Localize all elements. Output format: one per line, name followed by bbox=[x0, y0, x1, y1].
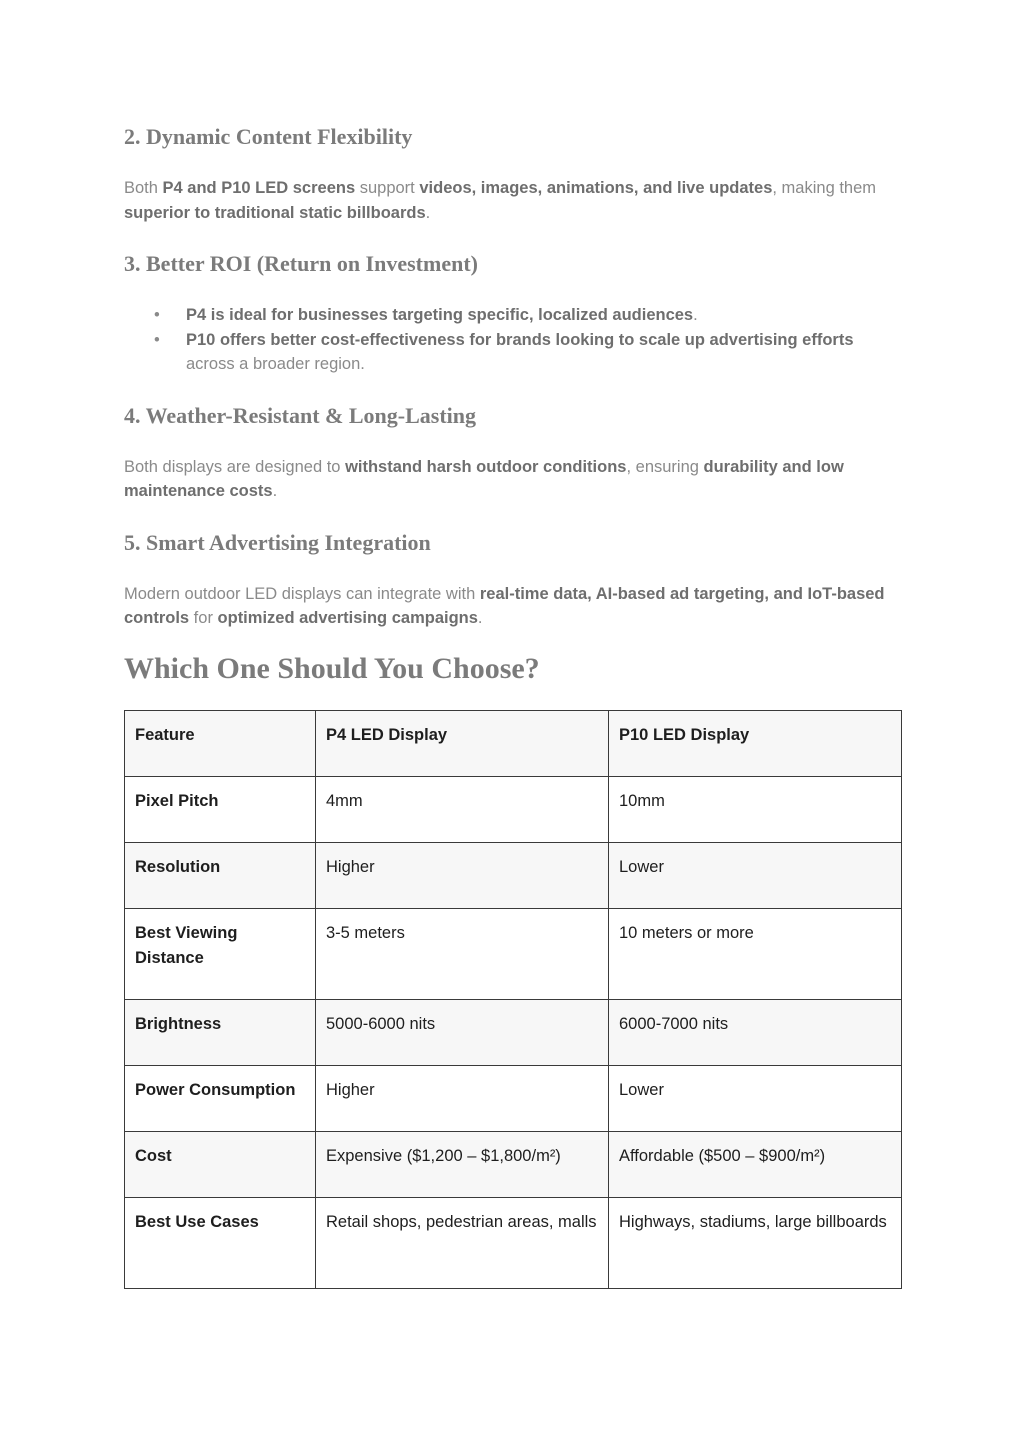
list-item: • P4 is ideal for businesses targeting specific, localized audiences. bbox=[124, 303, 901, 328]
header-cell: Feature bbox=[125, 710, 316, 776]
table-cell: 4mm bbox=[316, 776, 609, 842]
table-row bbox=[125, 1065, 902, 1131]
table-cell: Best Use Cases bbox=[125, 1197, 316, 1288]
table-cell: Expensive ($1,200 – $1,800/m²) bbox=[316, 1131, 609, 1197]
paragraph-dynamic-content: Both P4 and P10 LED screens support videos, images, animations, and live updates, making them superior to traditional static billboards. bbox=[124, 179, 877, 222]
table-row bbox=[125, 999, 902, 1065]
heading-which-one: Which One Should You Choose? bbox=[124, 651, 540, 685]
table-cell: Lower bbox=[609, 842, 902, 908]
roi-bullet-list bbox=[124, 303, 901, 377]
paragraph-weather-resistant: Both displays are designed to withstand harsh outdoor conditions, ensuring durability and low maintenance costs. bbox=[124, 457, 844, 500]
header-cell: P4 LED Display bbox=[316, 710, 609, 776]
table-cell: Best Viewing Distance bbox=[125, 908, 316, 999]
table-cell: 10mm bbox=[609, 776, 902, 842]
list-item: • P10 offers better cost-effectiveness for brands looking to scale up advertising efforts across a broader region. bbox=[124, 328, 901, 377]
document-page bbox=[124, 120, 901, 1289]
table-cell: Brightness bbox=[125, 999, 316, 1065]
heading-dynamic-content: 2. Dynamic Content Flexibility bbox=[124, 124, 413, 149]
table-cell: 10 meters or more bbox=[609, 908, 902, 999]
table-header-row bbox=[125, 710, 902, 776]
comparison-table bbox=[124, 710, 902, 1289]
paragraph-smart-advertising: Modern outdoor LED displays can integrate with real-time data, AI-based ad targeting, and IoT-based controls for optimized advertising campaigns. bbox=[124, 584, 885, 627]
table-cell: 3-5 meters bbox=[316, 908, 609, 999]
table-row bbox=[125, 776, 902, 842]
heading-better-roi: 3. Better ROI (Return on Investment) bbox=[124, 251, 478, 276]
table-cell: Affordable ($500 – $900/m²) bbox=[609, 1131, 902, 1197]
table-row bbox=[125, 1197, 902, 1288]
table-cell: Lower bbox=[609, 1065, 902, 1131]
table-cell: Cost bbox=[125, 1131, 316, 1197]
header-cell: P10 LED Display bbox=[609, 710, 902, 776]
table-cell: Retail shops, pedestrian areas, malls bbox=[316, 1197, 609, 1288]
table-row bbox=[125, 842, 902, 908]
table-cell: 6000-7000 nits bbox=[609, 999, 902, 1065]
table-cell: Higher bbox=[316, 842, 609, 908]
table-cell: Highways, stadiums, large billboards bbox=[609, 1197, 902, 1288]
heading-weather-resistant: 4. Weather-Resistant & Long-Lasting bbox=[124, 402, 476, 428]
table-cell: Pixel Pitch bbox=[125, 776, 316, 842]
table-cell: Power Consumption bbox=[125, 1065, 316, 1131]
heading-smart-advertising: 5. Smart Advertising Integration bbox=[124, 529, 431, 555]
table-cell: Higher bbox=[316, 1065, 609, 1131]
table-row bbox=[125, 908, 902, 999]
table-cell: Resolution bbox=[125, 842, 316, 908]
table-cell: 5000-6000 nits bbox=[316, 999, 609, 1065]
table-row bbox=[125, 1131, 902, 1197]
